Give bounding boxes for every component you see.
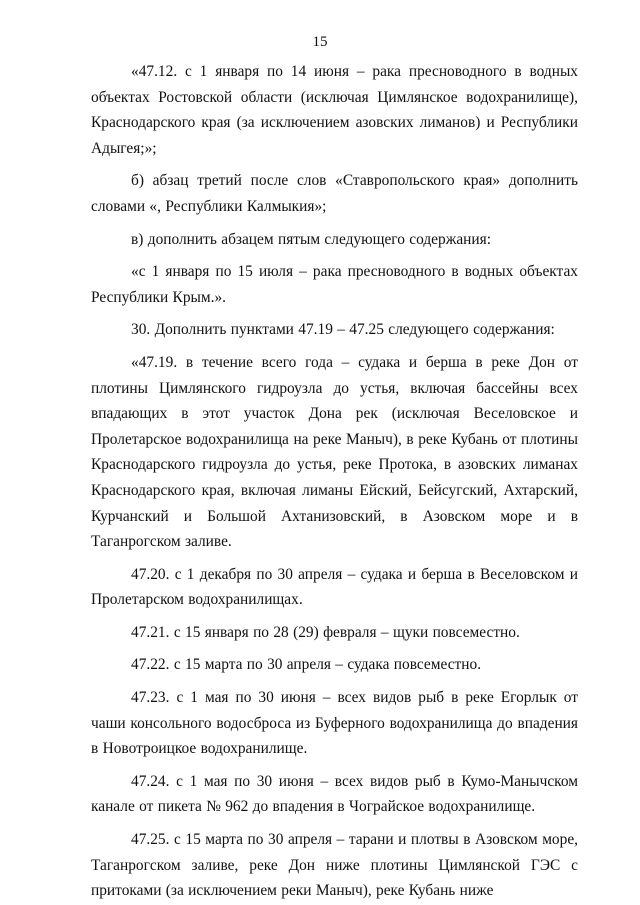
paragraph-47-21: 47.21. с 15 января по 28 (29) февраля – щуки повсеместно. xyxy=(131,623,520,641)
paragraph-47-20: 47.20. с 1 декабря по 30 апреля – судака и берша в Веселовском и Пролетарском водохранилищах. xyxy=(91,565,578,609)
paragraph-47-25: 47.25. с 15 марта по 30 апреля – тарани и плотвы в Азовском море, Таганрогском заливе, реке Дон ниже плотины Цимлянской ГЭС с притоками (за исключением реки Маныч), реке Кубань ниже xyxy=(91,831,578,900)
document-body xyxy=(91,59,578,904)
paragraph-47-19: «47.19. в течение всего года – судака и берша в реке Дон от плотины Цимлянского гидроузла до устья, включая бассейны всех впадающих в этот участок Дона рек (исключая Веселовское и Пролетарское водохранилища на реке Маныч), в реке Кубань от плотины Краснодарского гидроузла до устья, реке Протока, в азовских лиманах Краснодарского края, включая лиманы Ейский, Бейсугский, Ахтарский, Курчанский и Большой Ахтанизовский, в Азовском море и в Таганрогском заливе. xyxy=(91,353,578,551)
paragraph-47-24: 47.24. с 1 мая по 30 июня – всех видов рыб в Кумо-Манычском канале от пикета № 962 до впадения в Чограйское водохранилище. xyxy=(91,772,578,816)
paragraph-47-23: 47.23. с 1 мая по 30 июня – всех видов рыб в реке Егорлык от чаши консольного водосброса из Буферного водохранилища до впадения в Новотроицкое водохранилище. xyxy=(91,689,578,758)
paragraph-b-amendment: б) абзац третий после слов «Ставропольского края» дополнить словами «, Республики Калмыкия»; xyxy=(91,172,578,215)
paragraph-47-22: 47.22. с 15 марта по 30 апреля – судака повсеместно. xyxy=(131,656,482,674)
paragraph-crimea-crayfish: «с 1 января по 15 июля – рака пресноводного в водных объектах Республики Крым.». xyxy=(91,263,578,306)
page-number: 15 xyxy=(312,34,328,50)
paragraph-47-12: «47.12. с 1 января по 14 июня – рака пресноводного в водных объектах Ростовской области (исключая Цимлянское водохранилище), Краснодарского края (за исключением азовских лиманов) и Республики Адыгея;»; xyxy=(91,63,578,157)
paragraph-item-30: 30. Дополнить пунктами 47.19 – 47.25 следующего содержания: xyxy=(131,321,555,339)
paragraph-v-amendment: в) дополнить абзацем пятым следующего содержания: xyxy=(131,230,491,248)
